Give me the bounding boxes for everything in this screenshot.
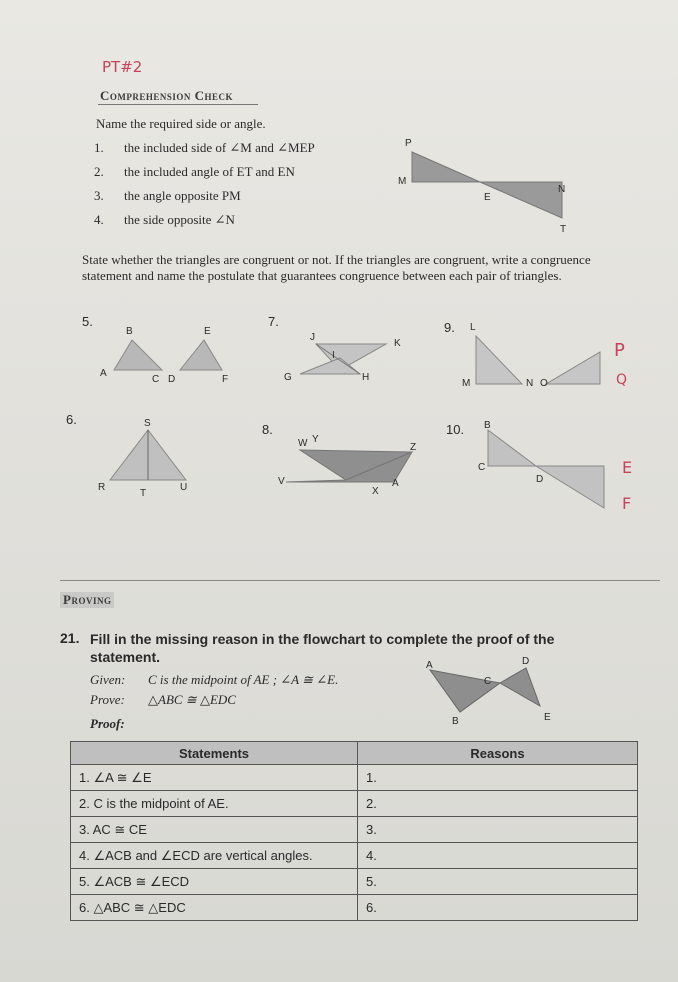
question-text: the included angle of ET and EN xyxy=(124,164,295,179)
proof-row xyxy=(71,791,638,817)
fig21-label-a: A xyxy=(426,660,433,671)
fig8-label-a: A xyxy=(392,478,399,489)
fig6-label-t: T xyxy=(140,488,147,499)
statement-cell: 4. ∠ACB and ∠ECD are vertical angles. xyxy=(71,843,358,869)
proof-table xyxy=(70,741,638,921)
fig21-label-e: E xyxy=(544,712,551,723)
fig5-label-e: E xyxy=(204,326,211,337)
fig8-label-w: W xyxy=(298,438,308,449)
fig8-label-z: Z xyxy=(410,442,417,453)
reason-cell[interactable]: 1. xyxy=(358,765,638,791)
handwritten-note: PT#2 xyxy=(102,58,143,76)
section-title-comprehension: Comprehension Check xyxy=(100,88,234,103)
handwritten-f: F xyxy=(622,494,632,513)
statement-cell: 3. AC ≅ CE xyxy=(71,817,358,843)
fig5-label-d: D xyxy=(168,374,176,385)
fig5-label-b: B xyxy=(126,326,133,337)
question-text: the side opposite ∠N xyxy=(124,212,235,227)
statement-cell: 2. C is the midpoint of AE. xyxy=(71,791,358,817)
section-title-proving: Proving xyxy=(60,592,114,608)
proof-row xyxy=(71,765,638,791)
given-text: C is the midpoint of AE ; ∠A ≅ ∠E. xyxy=(148,672,339,687)
question-number: 3. xyxy=(94,188,104,203)
fig8-label-v: V xyxy=(278,476,285,487)
question-text: the angle opposite PM xyxy=(124,188,241,203)
given-label: Given: xyxy=(90,672,126,687)
problem-21-number: 21. xyxy=(60,630,80,646)
proof-row xyxy=(71,843,638,869)
header-statements: Statements xyxy=(71,742,358,765)
question-text: the included side of ∠M and ∠MEP xyxy=(124,140,315,155)
fig6-label-u: U xyxy=(180,482,188,493)
label-e: E xyxy=(484,192,491,203)
problem-6-number: 6. xyxy=(66,412,77,427)
handwritten-q: Q xyxy=(616,372,628,388)
fig7-label-h: H xyxy=(362,372,370,383)
reason-cell[interactable]: 2. xyxy=(358,791,638,817)
question-number: 4. xyxy=(94,212,104,227)
fig7-label-g: G xyxy=(284,372,292,383)
reason-cell[interactable]: 4. xyxy=(358,843,638,869)
reason-cell[interactable]: 6. xyxy=(358,895,638,921)
reason-cell[interactable]: 3. xyxy=(358,817,638,843)
problem-8-number: 8. xyxy=(262,422,273,437)
fig8-label-x: X xyxy=(372,486,379,497)
fig10-label-c: C xyxy=(478,462,486,473)
handwritten-p: P xyxy=(614,340,625,361)
fig5-label-c: C xyxy=(152,374,160,385)
fig7-label-i: I xyxy=(332,350,335,361)
proof-table-header xyxy=(71,742,638,765)
fig21-label-d: D xyxy=(522,656,530,667)
fig9-label-o: O xyxy=(540,378,548,389)
label-m: M xyxy=(398,176,407,187)
proof-row xyxy=(71,869,638,895)
proof-label: Proof: xyxy=(90,716,125,731)
fig6-label-r: R xyxy=(98,482,106,493)
prove-label: Prove: xyxy=(90,692,125,707)
fig5-label-a: A xyxy=(100,368,107,379)
problem-5-number: 5. xyxy=(82,314,93,329)
problem-21-statement: Fill in the missing reason in the flowchart to complete the proof of the statement. xyxy=(90,631,555,665)
fig8-label-y: Y xyxy=(312,434,319,445)
handwritten-e: E xyxy=(622,458,633,477)
fig9-label-l: L xyxy=(470,322,476,333)
fig21-label-c: C xyxy=(484,676,492,687)
problem-7-number: 7. xyxy=(268,314,279,329)
fig7-label-k: K xyxy=(394,338,401,349)
fig10-label-d: D xyxy=(536,474,544,485)
label-p: P xyxy=(405,138,412,149)
header-reasons: Reasons xyxy=(358,742,638,765)
problem-10-number: 10. xyxy=(446,422,465,437)
fig21-label-b: B xyxy=(452,716,459,727)
statement-cell: 5. ∠ACB ≅ ∠ECD xyxy=(71,869,358,895)
statement-cell: 6. △ABC ≅ △EDC xyxy=(71,895,358,921)
fig7-label-j: J xyxy=(310,332,315,343)
label-t: T xyxy=(560,224,567,235)
question-number: 2. xyxy=(94,164,104,179)
question-number: 1. xyxy=(94,140,104,155)
comprehension-instruction: Name the required side or angle. xyxy=(96,116,266,131)
fig10-label-b: B xyxy=(484,420,491,431)
statement-cell: 1. ∠A ≅ ∠E xyxy=(71,765,358,791)
problem-9-number: 9. xyxy=(444,320,455,335)
proof-row xyxy=(71,895,638,921)
label-n: N xyxy=(558,184,566,195)
fig6-label-s: S xyxy=(144,418,151,429)
fig9-label-n: N xyxy=(526,378,534,389)
prove-text: △ABC ≅ △EDC xyxy=(148,692,236,707)
reason-cell[interactable]: 5. xyxy=(358,869,638,895)
congruence-instruction: State whether the triangles are congruent or not. If the triangles are congruent, write a congruence statement and name the postulate that guarantees congruence between each pair of triangles. xyxy=(82,252,591,283)
fig5-label-f: F xyxy=(222,374,229,385)
fig9-label-m: M xyxy=(462,378,471,389)
proof-row xyxy=(71,817,638,843)
